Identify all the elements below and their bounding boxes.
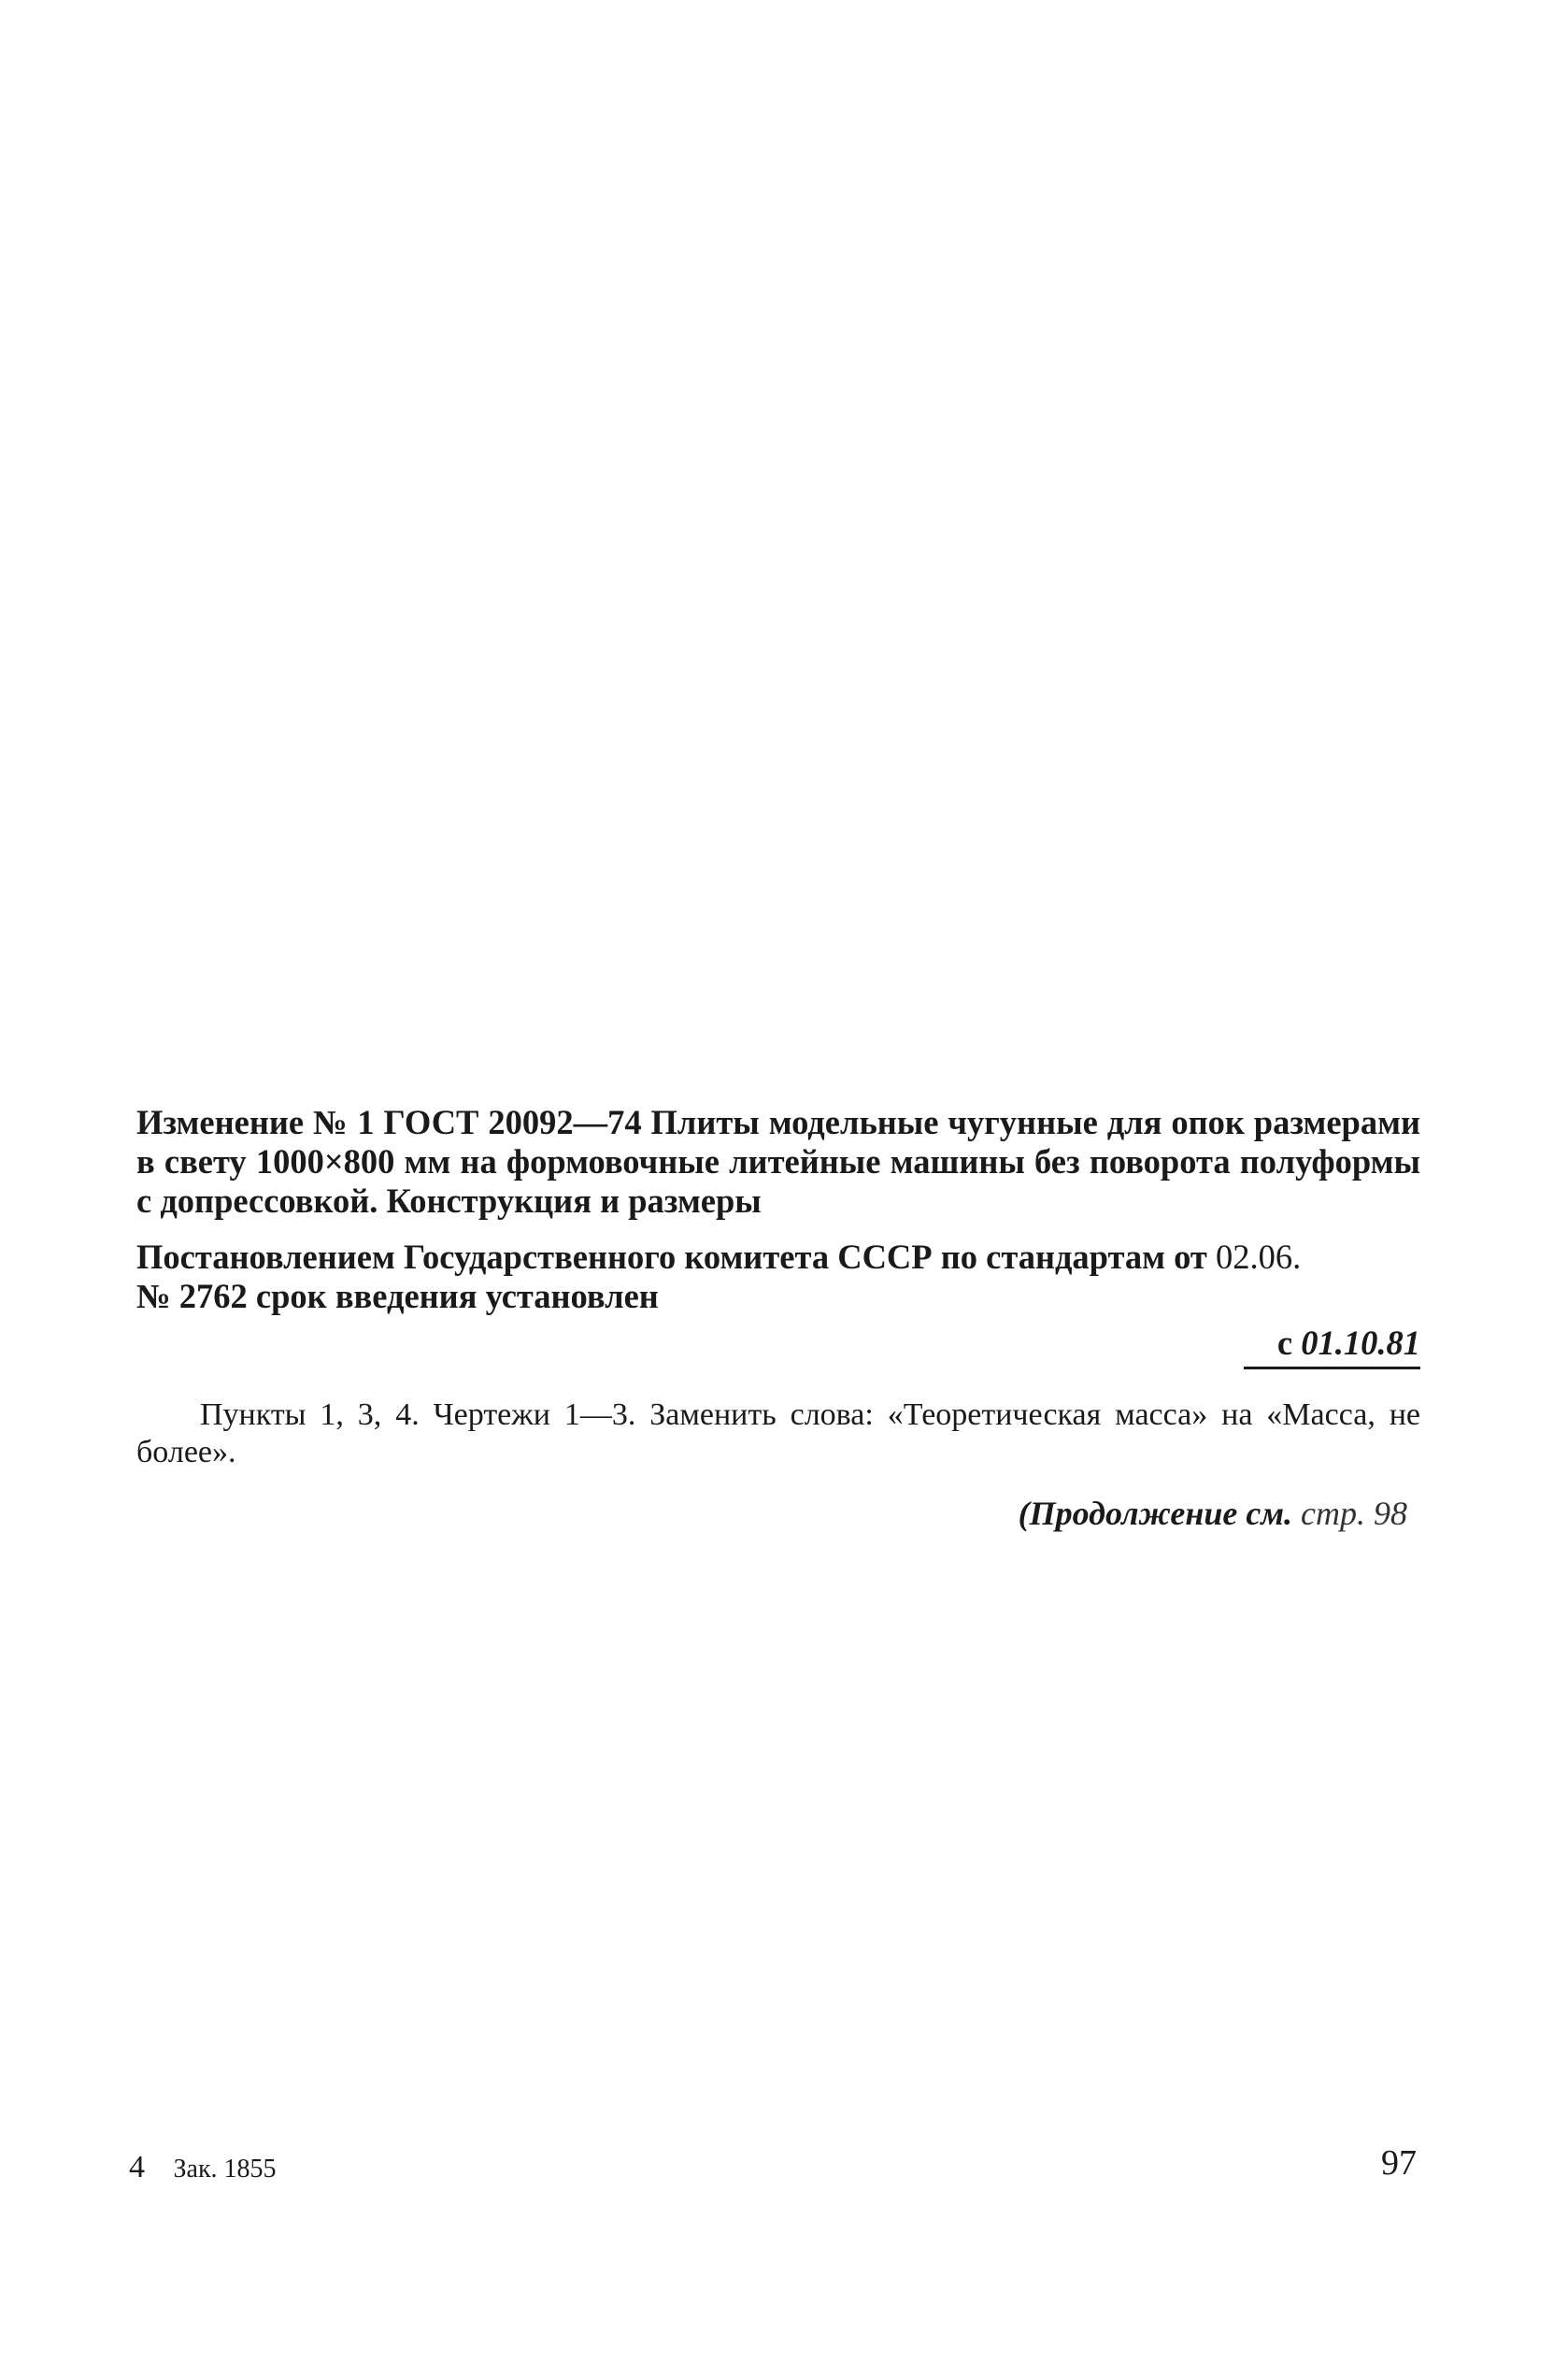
continuation-text: (Продолжение см. <box>1018 1495 1293 1532</box>
document-content <box>136 1103 1420 1533</box>
effective-date-value: 01.10.81 <box>1301 1324 1420 1362</box>
order-number: Зак. 1855 <box>173 2155 277 2184</box>
footer-print-info <box>129 2150 277 2185</box>
effective-prefix: с <box>1276 1324 1293 1362</box>
decree-text: Постановлением Государственного комитета СССР по стандартам от <box>136 1238 1207 1276</box>
decree-paragraph <box>136 1238 1420 1316</box>
continuation-note <box>1019 1495 1407 1532</box>
page-number: 97 <box>1381 2143 1417 2183</box>
effective-date <box>1244 1324 1420 1369</box>
continuation-page-ref: стр. 98 <box>1301 1495 1407 1532</box>
continuation-row <box>136 1494 1420 1533</box>
decree-number-text: № 2762 срок введения установлен <box>136 1277 659 1315</box>
amendment-body: Пункты 1, 3, 4. Чертежи 1—3. Заменить слова: «Теоретическая масса» на «Масса, не более». <box>136 1397 1420 1469</box>
effective-date-row <box>136 1324 1420 1368</box>
amendment-title: Изменение № 1 ГОСТ 20092—74 Плиты модельные чугунные для опок размерами в свету 1000×800 мм на формовочные литейные машины без поворота полуформы с допрессовкой. Конструкция и размеры <box>136 1103 1420 1220</box>
decree-date: 02.06. <box>1215 1238 1302 1276</box>
signature-number: 4 <box>129 2150 145 2184</box>
